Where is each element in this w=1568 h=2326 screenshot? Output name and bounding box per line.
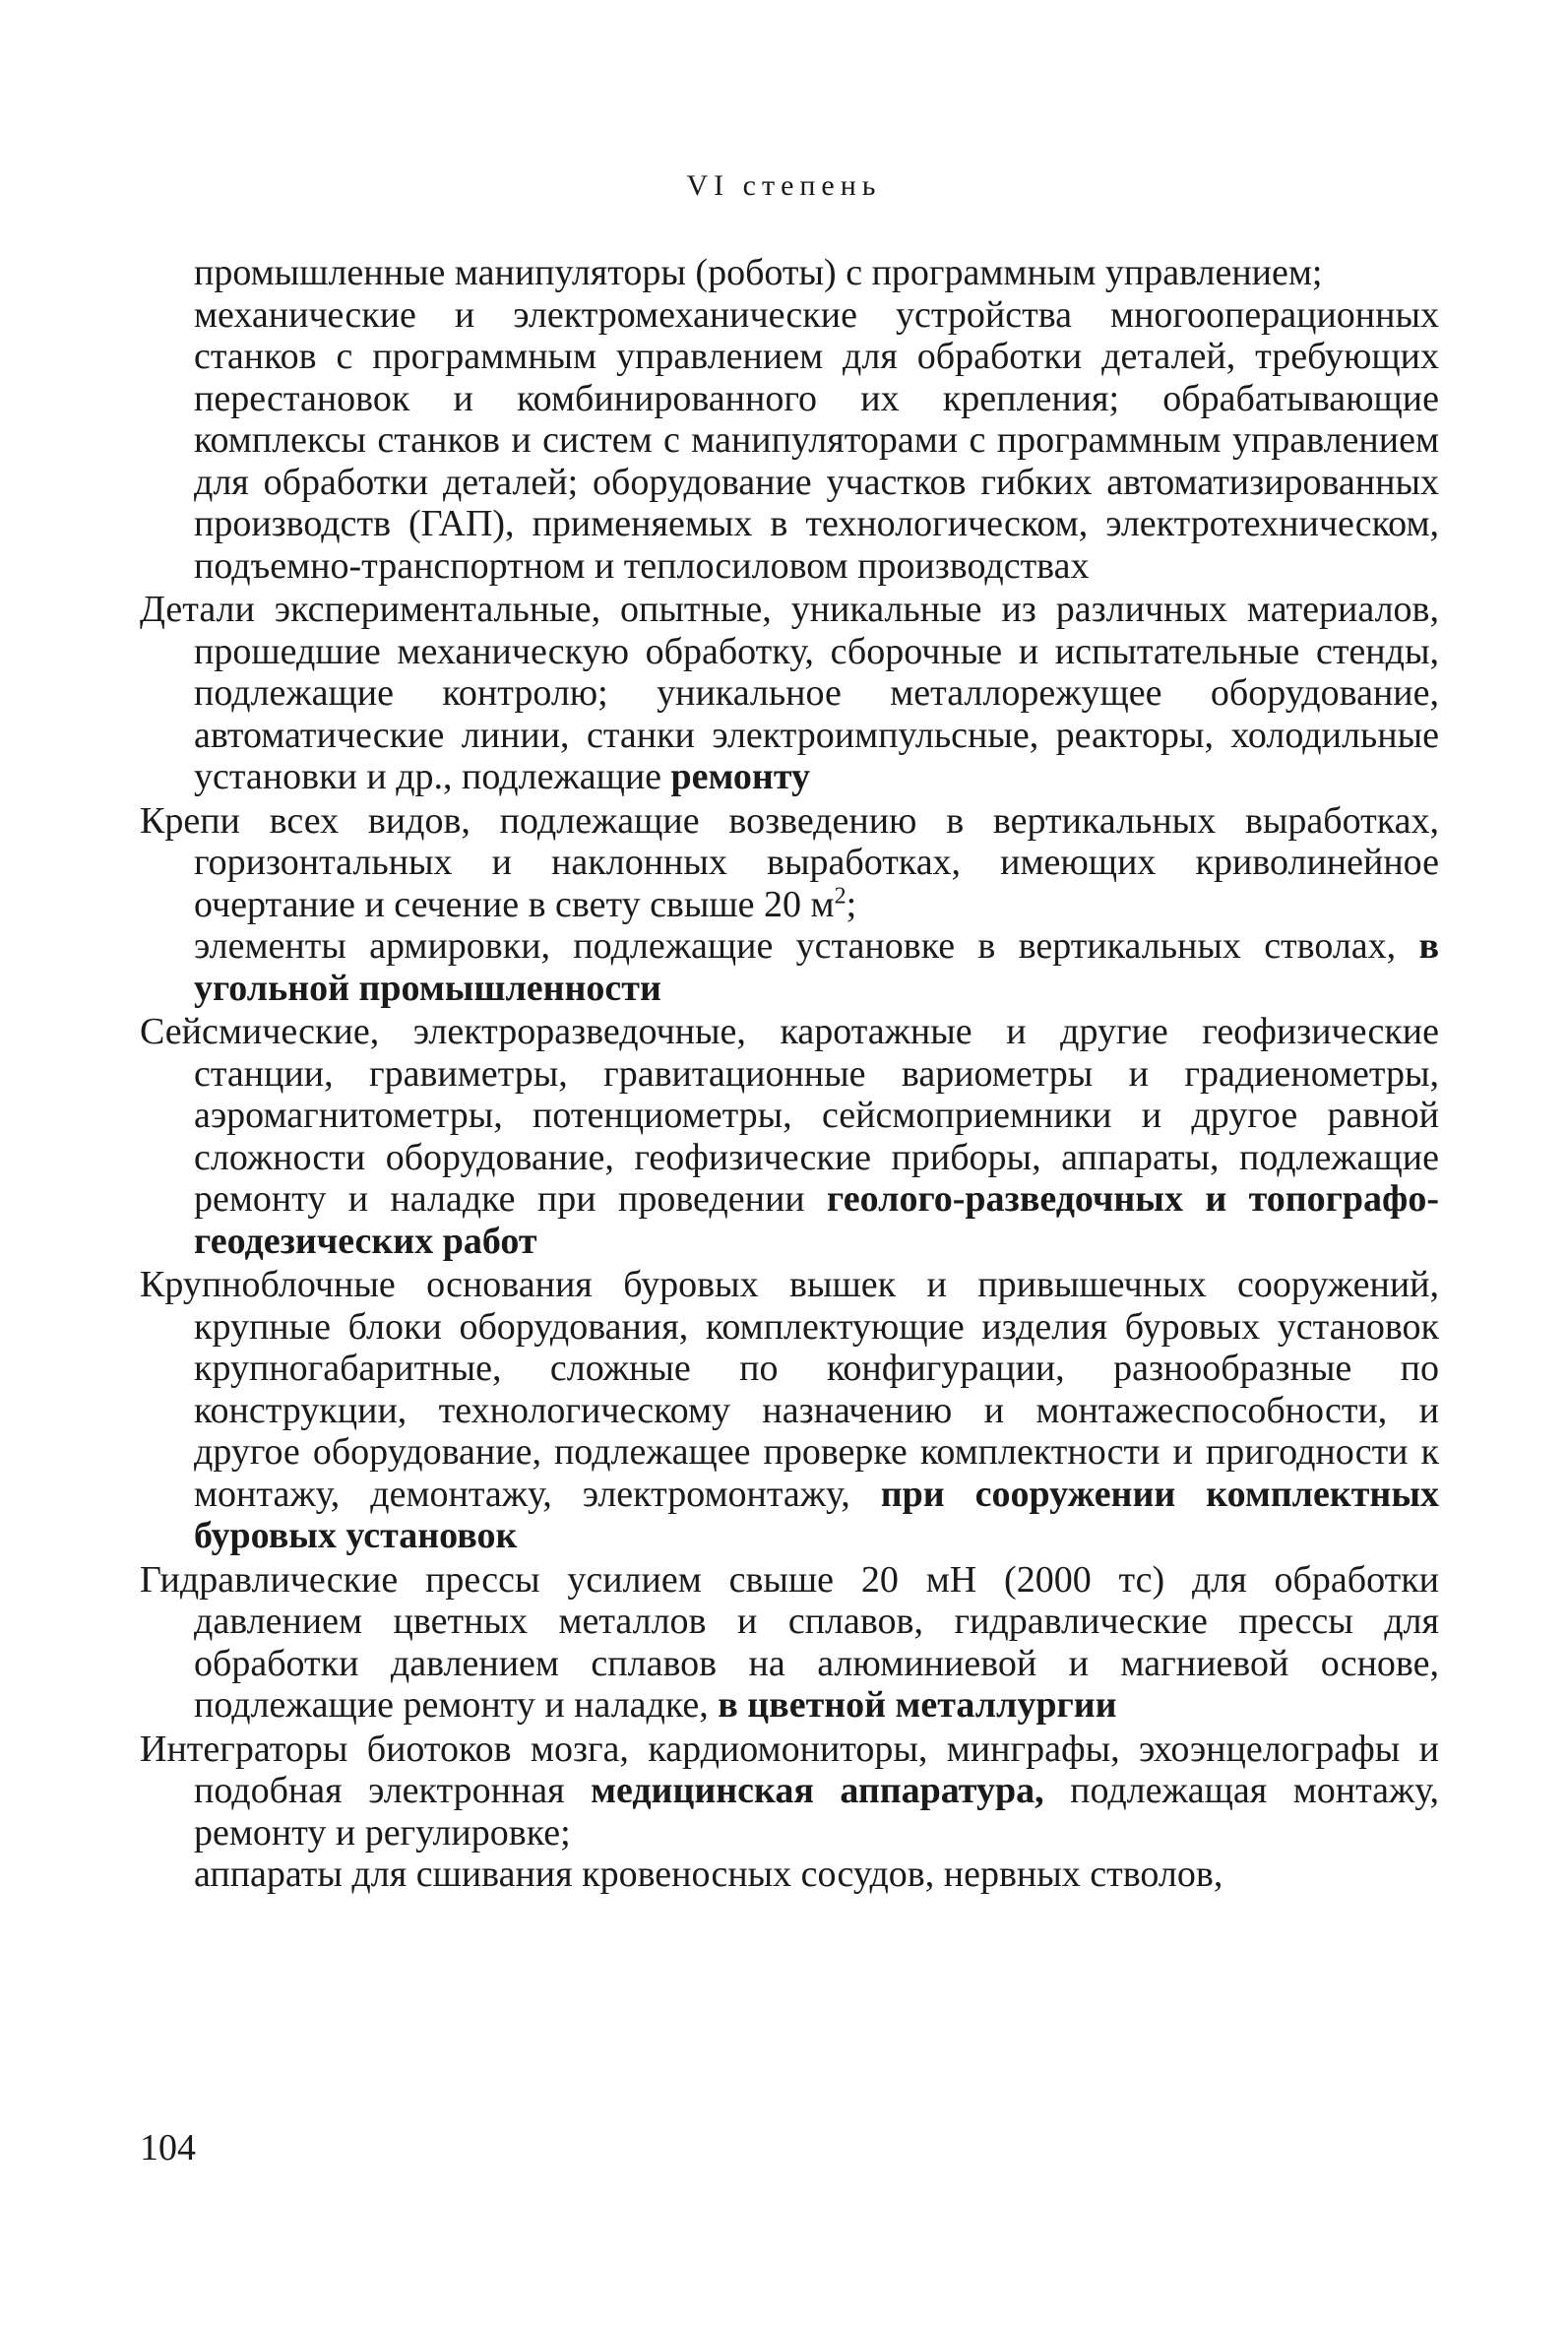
paragraph: Сейсмические, электроразведочные, каротажные и другие геофизические станции, гравиметры, гравитационные вариометры и градиенометры, аэромагнитометры, потенциометры, сейсмоприемники и другое равной сложности оборудование, геофизические приборы, аппараты, подлежащие ремонту и наладке при проведении геолого-разведочных и топографо-геодезических работ [140,1011,1440,1262]
bold-term: геолого-разведочных и топографо-геодезических работ [194,1178,1440,1262]
entry-drilling-bases [140,1264,1439,1557]
paragraph: механические и электромеханические устройства многооперационных станков с программным управлением для обработки деталей, требующих перестановок и комбинированного их крепления; обрабатывающие комплексы станков и систем с манипуляторами с программным управлением для обработки деталей; оборудование участков гибких автоматизированных производств (ГАП), применяемых в технологическом, электротехническом, подъемно-транспортном и теплосиловом производствах [194,293,1439,587]
paragraph: Гидравлические прессы усилием свыше 20 мН (2000 тс) для обработки давлением цветных металлов и сплавов, гидравлические прессы для обработки давлением сплавов на алюминиевой и магниевой основе, подлежащие ремонту и наладке, в цветной металлургии [140,1558,1439,1726]
entry-experimental-parts [140,589,1439,798]
superscript: 2 [834,882,847,909]
page-number: 104 [140,2127,196,2169]
paragraph: Интеграторы биотоков мозга, кардиомониторы, минграфы, эхоэнцелографы и подобная электронная медицинская аппаратура, подлежащая монтажу, ремонту и регулировке; [140,1728,1439,1854]
text-body [140,252,1439,1898]
paragraph: промышленные манипуляторы (роботы) с программным управлением; [194,252,1323,293]
entry-seismic-stations [140,1011,1439,1262]
paragraph: Детали экспериментальные, опытные, уникальные из различных материалов, прошедшие механическую обработку, сборочные и испытательные стенды, подлежащие контролю; уникальное металлорежущее оборудование, автоматические линии, станки электроимпульсные, реакторы, холодильные установки и др., подлежащие ремонту [140,589,1439,797]
bold-term: в цветной металлургии [718,1684,1117,1726]
paragraph: Крупноблочные основания буровых вышек и привышечных сооружений, крупные блоки оборудования, комплектующие изделия буровых установок крупногабаритные, сложные по конфигурации, разнообразные по конструкции, технологическому назначению и монтажеспособности, и другое оборудование, подлежащее проверке комплектности и пригодности к монтажу, демонтажу, электромонтажу, при сооружении комплектных буровых установок [140,1264,1439,1556]
bold-term: медицинская аппаратура, [591,1770,1044,1811]
paragraph: Крепи всех видов, подлежащие возведению в вертикальных выработках, горизонтальных и наклонных выработках, имеющих криволинейное очертание и сечение в свету свыше 20 $м^2$; [140,799,1439,925]
entry-manipulators [140,252,1439,587]
entry-medical-equipment [140,1729,1439,1896]
paragraph: аппараты для сшивания кровеносных сосудов, нервных стволов, [194,1854,1223,1895]
entry-hydraulic-presses [140,1559,1439,1727]
running-head: VI степень [686,169,882,202]
bold-term: при сооружении комплектных буровых установок [194,1473,1439,1556]
bold-term: ремонту [670,756,810,797]
bold-term: в угольной промышленности [194,925,1439,1009]
entry-mine-supports [140,800,1439,1010]
paragraph: элементы армировки, подлежащие установке в вертикальных стволах, в угольной промышленности [194,925,1439,1009]
